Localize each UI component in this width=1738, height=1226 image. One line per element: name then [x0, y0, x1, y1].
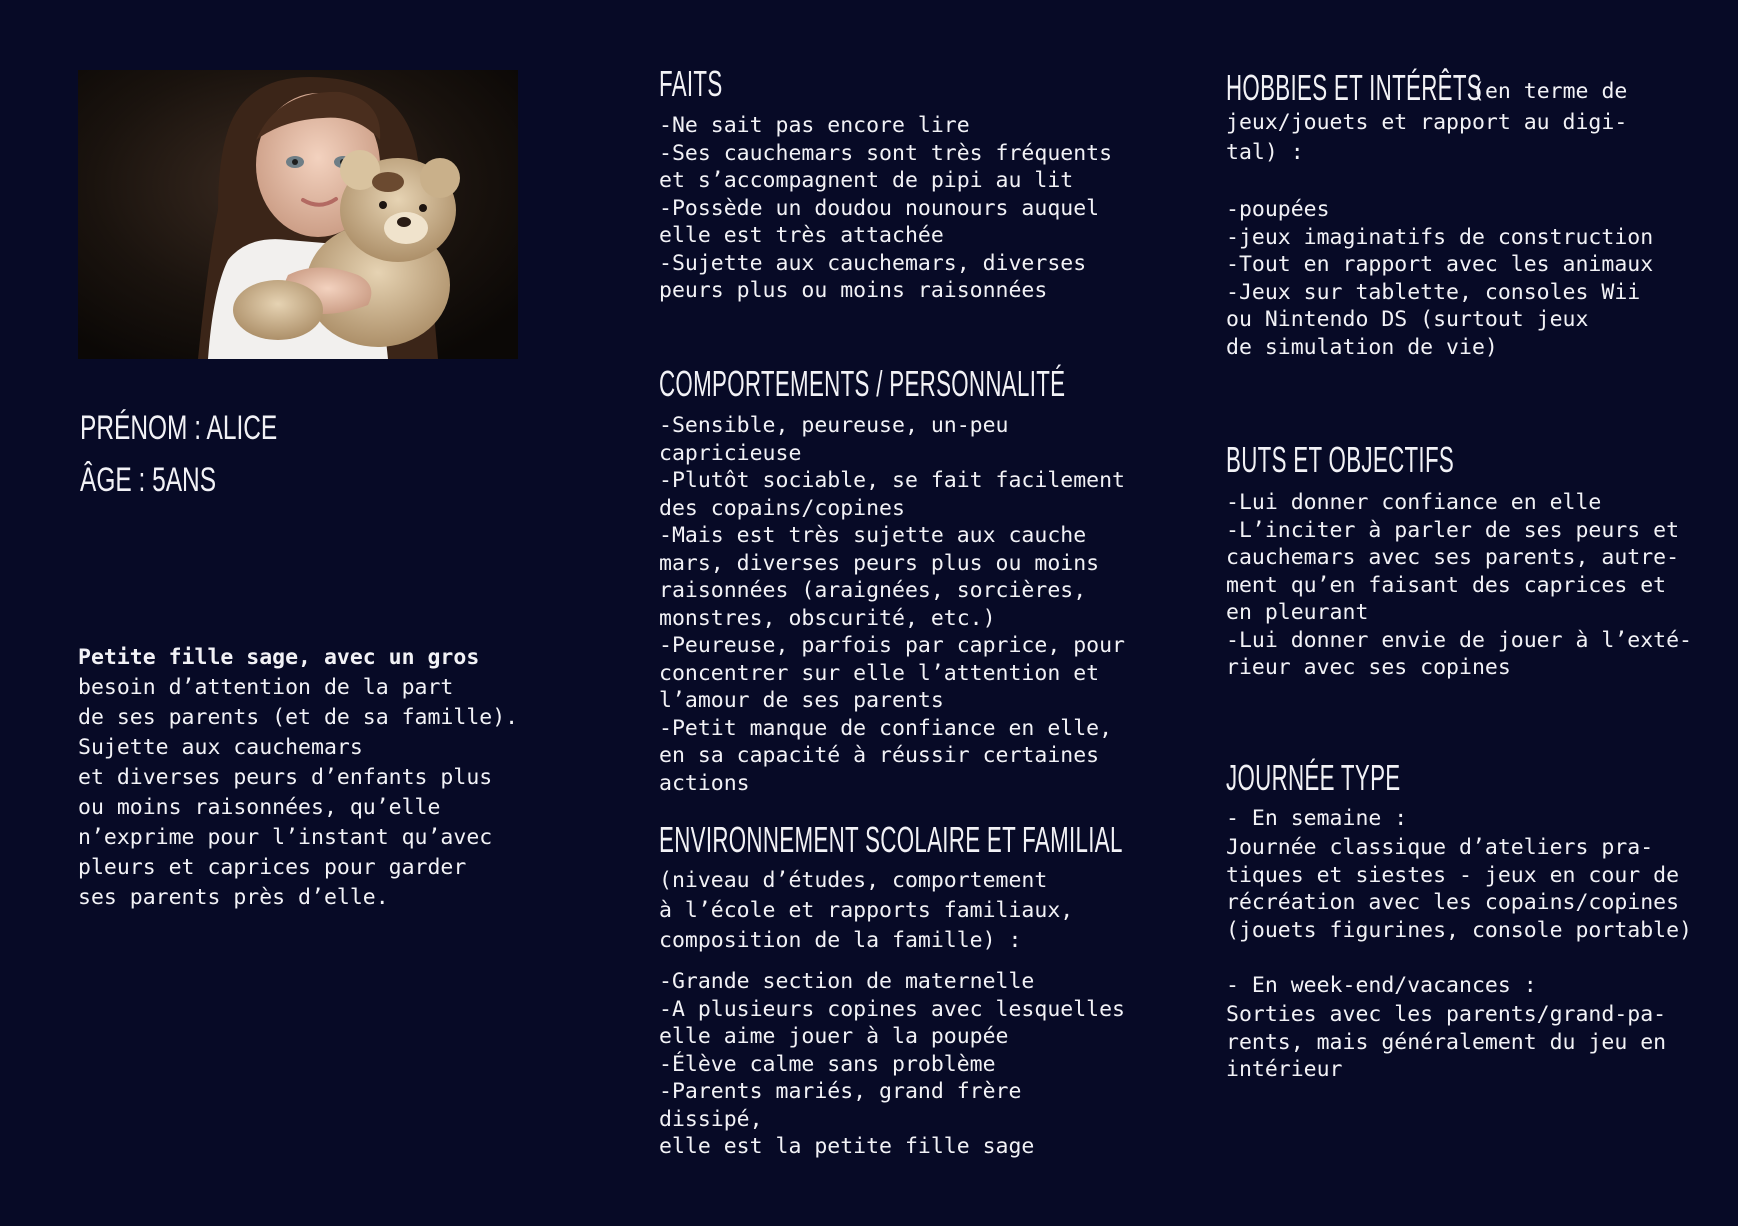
journee-weekend-text: Sorties avec les parents/grand-pa- rents, mais généralement du jeu en intérieur [1226, 1002, 1667, 1082]
journee-semaine-label: - En semaine : [1226, 806, 1408, 831]
environnement-note: (niveau d’études, comportement à l’école et rapports familiaux, composition de la famille) : [659, 868, 1074, 953]
girl-with-teddy-image [78, 70, 518, 359]
hobbies-heading: HOBBIES ET INTÉRÊTS [1226, 67, 1483, 108]
summary-text: besoin d’attention de la part de ses parents (et de sa famille). Sujette aux cauchemars et diverses peurs d’enfants plus ou moins raisonnées, qu’elle n’exprime pour l’instant qu’avec pleurs et caprices pour garder ses parents près d’elle. [78, 675, 519, 910]
environnement-heading: ENVIRONNEMENT SCOLAIRE ET FAMILIAL [659, 819, 1123, 860]
name-line: PRÉNOM : ALICE [80, 409, 278, 447]
comportements-text: -Sensible, peureuse, un-peu capricieuse -Plutôt sociable, se fait facilement des copains/copines -Mais est très sujette aux cauche mars, diverses peurs plus ou moins raisonnées (araignées, sorcières, monstres, obscurité, etc.) -Peureuse, parfois par caprice, pour concentrer sur elle l’attention et l’amour de ses parents -Petit manque de confiance en elle, en sa capacité à réussir certaines actions [659, 413, 1125, 796]
age-line: ÂGE : 5ANS [80, 461, 217, 499]
faits-heading: FAITS [659, 63, 723, 104]
journee-semaine-text: Journée classique d’ateliers pra- tiques et siestes - jeux en cour de récréation avec les copains/copines (jouets figurines, console portable) [1226, 835, 1692, 943]
environnement-text: -Grande section de maternelle -A plusieurs copines avec lesquelles elle aime jouer à la poupée -Élève calme sans problème -Parents mariés, grand frère dissipé, elle est la petite fille sage [659, 969, 1125, 1159]
journee-heading: JOURNÉE TYPE [1226, 757, 1401, 798]
buts-heading: BUTS ET OBJECTIFS [1226, 439, 1455, 480]
summary-bold: Petite fille sage, avec un gros [78, 645, 480, 670]
persona-summary [78, 643, 548, 913]
identity-block [80, 402, 277, 506]
persona-photo [78, 70, 518, 359]
buts-text: -Lui donner confiance en elle -L’inciter à parler de ses peurs et cauchemars avec ses parents, autre- ment qu’en faisant des caprices et en pleurant -Lui donner envie de jouer à l’exté- rieur avec ses copines [1226, 490, 1692, 680]
faits-text: -Ne sait pas encore lire -Ses cauchemars sont très fréquents et s’accompagnent de pipi au lit -Possède un doudou nounours auquel elle est très attachée -Sujette aux cauchemars, diverses peurs plus ou moins raisonnées [659, 113, 1113, 303]
journee-weekend-label: - En week-end/vacances : [1226, 973, 1537, 998]
comportements-heading: COMPORTEMENTS / PERSONNALITÉ [659, 363, 1066, 404]
hobbies-note: jeux/jouets et rapport au digi- tal) : [1226, 110, 1628, 165]
hobbies-text: -poupées -jeux imaginatifs de construction -Tout en rapport avec les animaux -Jeux sur tablette, consoles Wii ou Nintendo DS (surtout jeux de simulation de vie) [1226, 197, 1654, 360]
hobbies-note-first: (en terme de [1472, 79, 1628, 104]
